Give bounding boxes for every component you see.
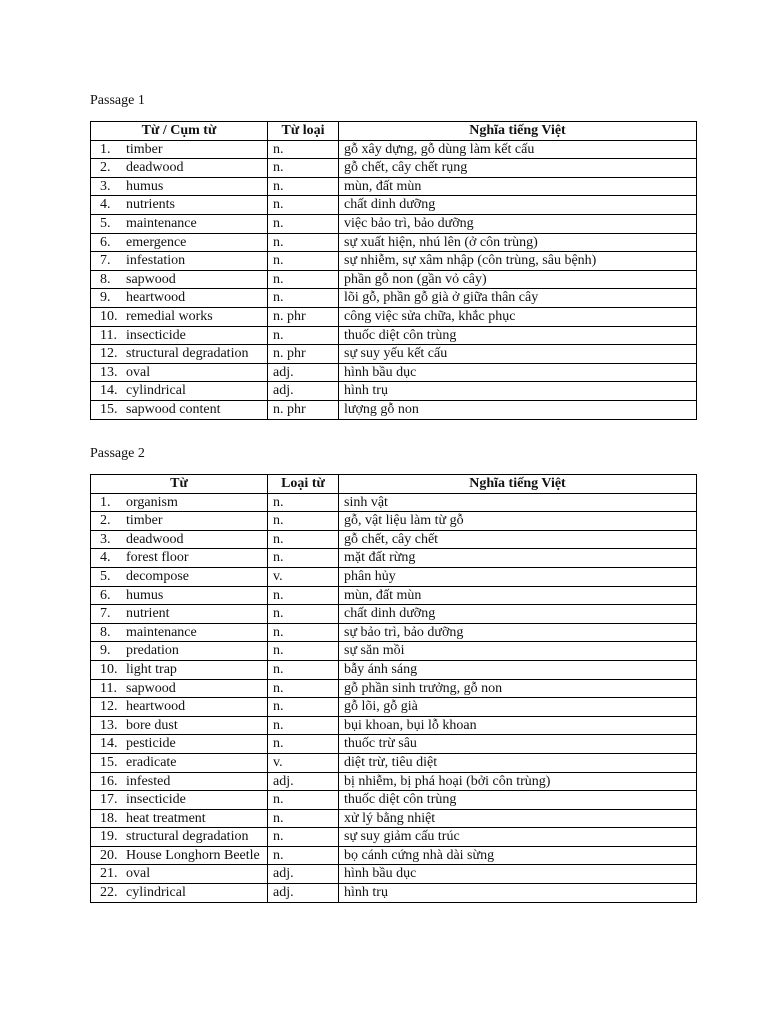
table-row bbox=[91, 214, 697, 233]
row-number: 20. bbox=[100, 847, 118, 863]
meaning-cell: công việc sửa chữa, khắc phục bbox=[339, 307, 697, 326]
table-row bbox=[91, 772, 697, 791]
word-cell bbox=[91, 735, 268, 754]
meaning-cell: hình trụ bbox=[339, 382, 697, 401]
row-number: 9. bbox=[100, 643, 111, 659]
part-of-speech-cell: n. bbox=[268, 698, 339, 717]
part-of-speech-cell: n. bbox=[268, 233, 339, 252]
row-number: 1. bbox=[100, 141, 111, 157]
table-row bbox=[91, 716, 697, 735]
table-row bbox=[91, 605, 697, 624]
meaning-cell: chất dinh dưỡng bbox=[339, 196, 697, 215]
vocab-term: insecticide bbox=[126, 327, 186, 343]
vocab-term: deadwood bbox=[126, 160, 184, 176]
vocab-term: organism bbox=[126, 494, 178, 510]
table-row bbox=[91, 809, 697, 828]
row-number: 10. bbox=[100, 661, 118, 677]
table-row bbox=[91, 307, 697, 326]
part-of-speech-cell: v. bbox=[268, 567, 339, 586]
word-cell bbox=[91, 865, 268, 884]
vocab-term: bore dust bbox=[126, 717, 178, 733]
meaning-cell: lượng gỗ non bbox=[339, 400, 697, 419]
table-row bbox=[91, 270, 697, 289]
meaning-cell: bị nhiễm, bị phá hoại (bởi côn trùng) bbox=[339, 772, 697, 791]
row-number: 4. bbox=[100, 550, 111, 566]
vocab-term: deadwood bbox=[126, 531, 184, 547]
vocab-term: eradicate bbox=[126, 754, 177, 770]
vocab-term: timber bbox=[126, 141, 163, 157]
vocab-term: decompose bbox=[126, 568, 189, 584]
word-cell bbox=[91, 791, 268, 810]
vocab-term: cylindrical bbox=[126, 383, 186, 399]
table-row bbox=[91, 512, 697, 531]
part-of-speech-cell: n. bbox=[268, 289, 339, 308]
meaning-cell: chất dinh dưỡng bbox=[339, 605, 697, 624]
table-row bbox=[91, 623, 697, 642]
vocab-term: heat treatment bbox=[126, 810, 206, 826]
vocab-term: heartwood bbox=[126, 290, 186, 306]
meaning-cell: diệt trừ, tiêu diệt bbox=[339, 753, 697, 772]
meaning-cell: bẫy ánh sáng bbox=[339, 660, 697, 679]
table-row bbox=[91, 177, 697, 196]
row-number: 14. bbox=[100, 383, 118, 399]
row-number: 5. bbox=[100, 568, 111, 584]
table-row bbox=[91, 140, 697, 159]
table-row bbox=[91, 846, 697, 865]
row-number: 21. bbox=[100, 866, 118, 882]
table-row bbox=[91, 363, 697, 382]
table-header-row bbox=[91, 475, 697, 494]
meaning-cell: thuốc trừ sâu bbox=[339, 735, 697, 754]
table-row bbox=[91, 549, 697, 568]
vocab-term: infestation bbox=[126, 253, 186, 269]
meaning-cell: lõi gỗ, phần gỗ già ở giữa thân cây bbox=[339, 289, 697, 308]
word-cell bbox=[91, 382, 268, 401]
word-cell bbox=[91, 772, 268, 791]
table-row bbox=[91, 289, 697, 308]
meaning-cell: gỗ, vật liệu làm từ gỗ bbox=[339, 512, 697, 531]
word-cell bbox=[91, 270, 268, 289]
part-of-speech-cell: adj. bbox=[268, 382, 339, 401]
vocab-term: insecticide bbox=[126, 792, 186, 808]
part-of-speech-cell: n. bbox=[268, 252, 339, 271]
vocab-term: sapwood content bbox=[126, 401, 221, 417]
word-cell bbox=[91, 623, 268, 642]
meaning-cell: hình bầu dục bbox=[339, 363, 697, 382]
part-of-speech-cell: n. bbox=[268, 809, 339, 828]
table-row bbox=[91, 865, 697, 884]
vocab-term: predation bbox=[126, 643, 179, 659]
part-of-speech-cell: n. bbox=[268, 791, 339, 810]
part-of-speech-cell: n. bbox=[268, 196, 339, 215]
table-row bbox=[91, 326, 697, 345]
meaning-cell: sinh vật bbox=[339, 493, 697, 512]
table-row bbox=[91, 233, 697, 252]
column-header-meaning: Nghĩa tiếng Việt bbox=[339, 475, 697, 494]
part-of-speech-cell: n. bbox=[268, 177, 339, 196]
word-cell bbox=[91, 716, 268, 735]
vocab-term: heartwood bbox=[126, 699, 186, 715]
column-header-word: Từ / Cụm từ bbox=[91, 122, 268, 141]
table-row bbox=[91, 828, 697, 847]
table-row bbox=[91, 252, 697, 271]
table-header-row bbox=[91, 122, 697, 141]
word-cell bbox=[91, 289, 268, 308]
meaning-cell: gỗ xây dựng, gỗ dùng làm kết cấu bbox=[339, 140, 697, 159]
vocab-term: humus bbox=[126, 587, 164, 603]
meaning-cell: sự suy yếu kết cấu bbox=[339, 345, 697, 364]
vocab-term: maintenance bbox=[126, 215, 197, 231]
part-of-speech-cell: n. bbox=[268, 679, 339, 698]
part-of-speech-cell: n. bbox=[268, 159, 339, 178]
word-cell bbox=[91, 307, 268, 326]
row-number: 14. bbox=[100, 736, 118, 752]
meaning-cell: phân hủy bbox=[339, 567, 697, 586]
part-of-speech-cell: n. bbox=[268, 828, 339, 847]
word-cell bbox=[91, 177, 268, 196]
row-number: 7. bbox=[100, 606, 111, 622]
word-cell bbox=[91, 660, 268, 679]
table-row bbox=[91, 159, 697, 178]
part-of-speech-cell: n. bbox=[268, 660, 339, 679]
table-row bbox=[91, 884, 697, 903]
word-cell bbox=[91, 809, 268, 828]
row-number: 6. bbox=[100, 234, 111, 250]
row-number: 5. bbox=[100, 215, 111, 231]
vocab-term: infested bbox=[126, 773, 171, 789]
part-of-speech-cell: n. bbox=[268, 493, 339, 512]
vocab-term: maintenance bbox=[126, 624, 197, 640]
table-row bbox=[91, 642, 697, 661]
vocab-term: forest floor bbox=[126, 550, 189, 566]
part-of-speech-cell: n. bbox=[268, 214, 339, 233]
vocab-term: oval bbox=[126, 364, 151, 380]
row-number: 13. bbox=[100, 364, 118, 380]
row-number: 9. bbox=[100, 290, 111, 306]
part-of-speech-cell: n. bbox=[268, 642, 339, 661]
row-number: 8. bbox=[100, 271, 111, 287]
meaning-cell: gỗ phần sinh trưởng, gỗ non bbox=[339, 679, 697, 698]
vocab-term: timber bbox=[126, 513, 163, 529]
part-of-speech-cell: n. bbox=[268, 846, 339, 865]
part-of-speech-cell: n. phr bbox=[268, 307, 339, 326]
row-number: 3. bbox=[100, 531, 111, 547]
word-cell bbox=[91, 252, 268, 271]
word-cell bbox=[91, 400, 268, 419]
meaning-cell: việc bảo trì, bảo dưỡng bbox=[339, 214, 697, 233]
vocab-term: House Longhorn Beetle bbox=[126, 847, 260, 863]
row-number: 6. bbox=[100, 587, 111, 603]
word-cell bbox=[91, 846, 268, 865]
word-cell bbox=[91, 642, 268, 661]
word-cell bbox=[91, 828, 268, 847]
passage-2-vocab-table bbox=[90, 474, 697, 903]
word-cell bbox=[91, 567, 268, 586]
row-number: 2. bbox=[100, 513, 111, 529]
word-cell bbox=[91, 363, 268, 382]
vocab-term: sapwood bbox=[126, 271, 176, 287]
meaning-cell: mùn, đất mùn bbox=[339, 177, 697, 196]
row-number: 10. bbox=[100, 308, 118, 324]
meaning-cell: mặt đất rừng bbox=[339, 549, 697, 568]
meaning-cell: gỗ lõi, gỗ già bbox=[339, 698, 697, 717]
part-of-speech-cell: n. bbox=[268, 140, 339, 159]
meaning-cell: mùn, đất mùn bbox=[339, 586, 697, 605]
vocab-term: emergence bbox=[126, 234, 187, 250]
passage-2-heading: Passage 2 bbox=[90, 446, 145, 461]
vocab-term: structural degradation bbox=[126, 346, 249, 362]
row-number: 12. bbox=[100, 346, 118, 362]
word-cell bbox=[91, 233, 268, 252]
meaning-cell: hình bầu dục bbox=[339, 865, 697, 884]
word-cell bbox=[91, 214, 268, 233]
table-row bbox=[91, 753, 697, 772]
part-of-speech-cell: n. bbox=[268, 326, 339, 345]
part-of-speech-cell: adj. bbox=[268, 363, 339, 382]
table-row bbox=[91, 586, 697, 605]
part-of-speech-cell: n. bbox=[268, 735, 339, 754]
vocab-term: cylindrical bbox=[126, 885, 186, 901]
part-of-speech-cell: adj. bbox=[268, 772, 339, 791]
meaning-cell: sự săn mồi bbox=[339, 642, 697, 661]
meaning-cell: sự nhiễm, sự xâm nhập (côn trùng, sâu bệnh) bbox=[339, 252, 697, 271]
word-cell bbox=[91, 605, 268, 624]
word-cell bbox=[91, 196, 268, 215]
table-row bbox=[91, 530, 697, 549]
meaning-cell: xử lý bằng nhiệt bbox=[339, 809, 697, 828]
column-header-meaning: Nghĩa tiếng Việt bbox=[339, 122, 697, 141]
passage-1-vocab-table bbox=[90, 121, 697, 420]
meaning-cell: bụi khoan, bụi lỗ khoan bbox=[339, 716, 697, 735]
part-of-speech-cell: n. bbox=[268, 530, 339, 549]
row-number: 19. bbox=[100, 829, 118, 845]
meaning-cell: sự xuất hiện, nhú lên (ở côn trùng) bbox=[339, 233, 697, 252]
word-cell bbox=[91, 512, 268, 531]
word-cell bbox=[91, 884, 268, 903]
vocab-term: oval bbox=[126, 866, 151, 882]
part-of-speech-cell: adj. bbox=[268, 884, 339, 903]
word-cell bbox=[91, 140, 268, 159]
word-cell bbox=[91, 493, 268, 512]
part-of-speech-cell: n. phr bbox=[268, 345, 339, 364]
row-number: 1. bbox=[100, 494, 111, 510]
vocab-term: humus bbox=[126, 178, 164, 194]
table-row bbox=[91, 345, 697, 364]
row-number: 15. bbox=[100, 401, 118, 417]
part-of-speech-cell: n. bbox=[268, 512, 339, 531]
row-number: 18. bbox=[100, 810, 118, 826]
vocab-term: structural degradation bbox=[126, 829, 249, 845]
row-number: 11. bbox=[100, 327, 117, 343]
row-number: 11. bbox=[100, 680, 117, 696]
meaning-cell: sự bảo trì, bảo dưỡng bbox=[339, 623, 697, 642]
table-row bbox=[91, 567, 697, 586]
passage-1-heading: Passage 1 bbox=[90, 93, 145, 108]
word-cell bbox=[91, 326, 268, 345]
row-number: 2. bbox=[100, 160, 111, 176]
vocab-term: sapwood bbox=[126, 680, 176, 696]
column-header-word: Từ bbox=[91, 475, 268, 494]
part-of-speech-cell: n. bbox=[268, 605, 339, 624]
part-of-speech-cell: n. phr bbox=[268, 400, 339, 419]
meaning-cell: gỗ chết, cây chết rụng bbox=[339, 159, 697, 178]
word-cell bbox=[91, 549, 268, 568]
word-cell bbox=[91, 345, 268, 364]
row-number: 13. bbox=[100, 717, 118, 733]
row-number: 8. bbox=[100, 624, 111, 640]
part-of-speech-cell: adj. bbox=[268, 865, 339, 884]
column-header-pos: Từ loại bbox=[268, 122, 339, 141]
row-number: 22. bbox=[100, 885, 118, 901]
part-of-speech-cell: v. bbox=[268, 753, 339, 772]
part-of-speech-cell: n. bbox=[268, 716, 339, 735]
table-row bbox=[91, 382, 697, 401]
part-of-speech-cell: n. bbox=[268, 270, 339, 289]
row-number: 16. bbox=[100, 773, 118, 789]
vocab-term: pesticide bbox=[126, 736, 176, 752]
row-number: 17. bbox=[100, 792, 118, 808]
table-row bbox=[91, 400, 697, 419]
word-cell bbox=[91, 159, 268, 178]
word-cell bbox=[91, 679, 268, 698]
part-of-speech-cell: n. bbox=[268, 623, 339, 642]
vocab-term: nutrient bbox=[126, 606, 170, 622]
vocab-term: light trap bbox=[126, 661, 177, 677]
table-row bbox=[91, 196, 697, 215]
meaning-cell: thuốc diệt côn trùng bbox=[339, 326, 697, 345]
word-cell bbox=[91, 530, 268, 549]
row-number: 12. bbox=[100, 699, 118, 715]
part-of-speech-cell: n. bbox=[268, 549, 339, 568]
row-number: 7. bbox=[100, 253, 111, 269]
row-number: 15. bbox=[100, 754, 118, 770]
meaning-cell: thuốc diệt côn trùng bbox=[339, 791, 697, 810]
row-number: 4. bbox=[100, 197, 111, 213]
table-row bbox=[91, 735, 697, 754]
row-number: 3. bbox=[100, 178, 111, 194]
table-row bbox=[91, 679, 697, 698]
meaning-cell: gỗ chết, cây chết bbox=[339, 530, 697, 549]
word-cell bbox=[91, 698, 268, 717]
table-row bbox=[91, 791, 697, 810]
word-cell bbox=[91, 586, 268, 605]
vocab-term: remedial works bbox=[126, 308, 213, 324]
part-of-speech-cell: n. bbox=[268, 586, 339, 605]
meaning-cell: hình trụ bbox=[339, 884, 697, 903]
column-header-pos: Loại từ bbox=[268, 475, 339, 494]
table-row bbox=[91, 493, 697, 512]
meaning-cell: bọ cánh cứng nhà dài sừng bbox=[339, 846, 697, 865]
vocab-term: nutrients bbox=[126, 197, 175, 213]
meaning-cell: sự suy giảm cấu trúc bbox=[339, 828, 697, 847]
meaning-cell: phần gỗ non (gần vỏ cây) bbox=[339, 270, 697, 289]
table-row bbox=[91, 660, 697, 679]
table-row bbox=[91, 698, 697, 717]
word-cell bbox=[91, 753, 268, 772]
